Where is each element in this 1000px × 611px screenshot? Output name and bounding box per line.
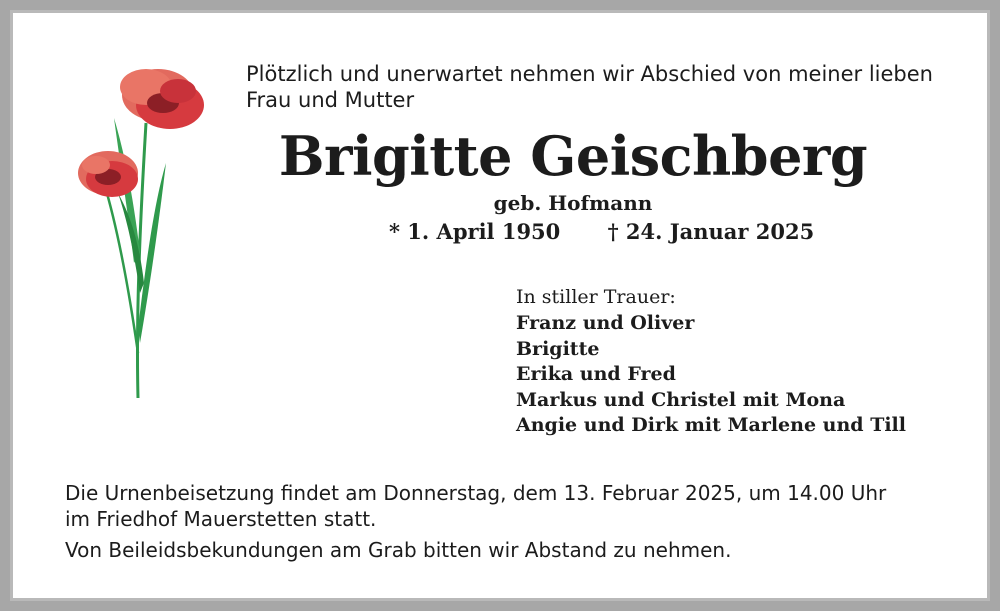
poppy-flowers-icon [68, 53, 218, 403]
list-item: Erika und Fred [516, 363, 676, 385]
list-item: Angie und Dirk mit Marlene und Till [516, 414, 906, 436]
burial-notice [65, 480, 965, 532]
intro-line-2: Frau und Mutter [246, 88, 415, 112]
burial-line-1: Die Urnenbeisetzung findet am Donnerstag, dem 13. Februar 2025, um 14.00 Uhr [65, 481, 887, 505]
mourners-list [516, 311, 906, 439]
burial-line-2: im Friedhof Mauerstetten statt. [65, 507, 377, 531]
intro-line-1: Plötzlich und unerwartet nehmen wir Abschied von meiner lieben [246, 62, 933, 86]
intro-text [246, 61, 966, 113]
birth-date: * 1. April 1950 [389, 219, 561, 244]
mourning-label: In stiller Trauer: [516, 286, 676, 308]
obituary-card [10, 10, 990, 601]
list-item: Brigitte [516, 337, 600, 360]
death-date: † 24. Januar 2025 [607, 219, 815, 244]
condolence-notice: Von Beileidsbekundungen am Grab bitten wir Abstand zu nehmen. [65, 538, 732, 562]
maiden-name: geb. Hofmann [493, 191, 653, 215]
life-dates [389, 219, 889, 244]
deceased-name: Brigitte Geischberg [278, 124, 868, 188]
list-item: Franz und Oliver [516, 312, 695, 334]
list-item: Markus und Christel mit Mona [516, 388, 846, 411]
